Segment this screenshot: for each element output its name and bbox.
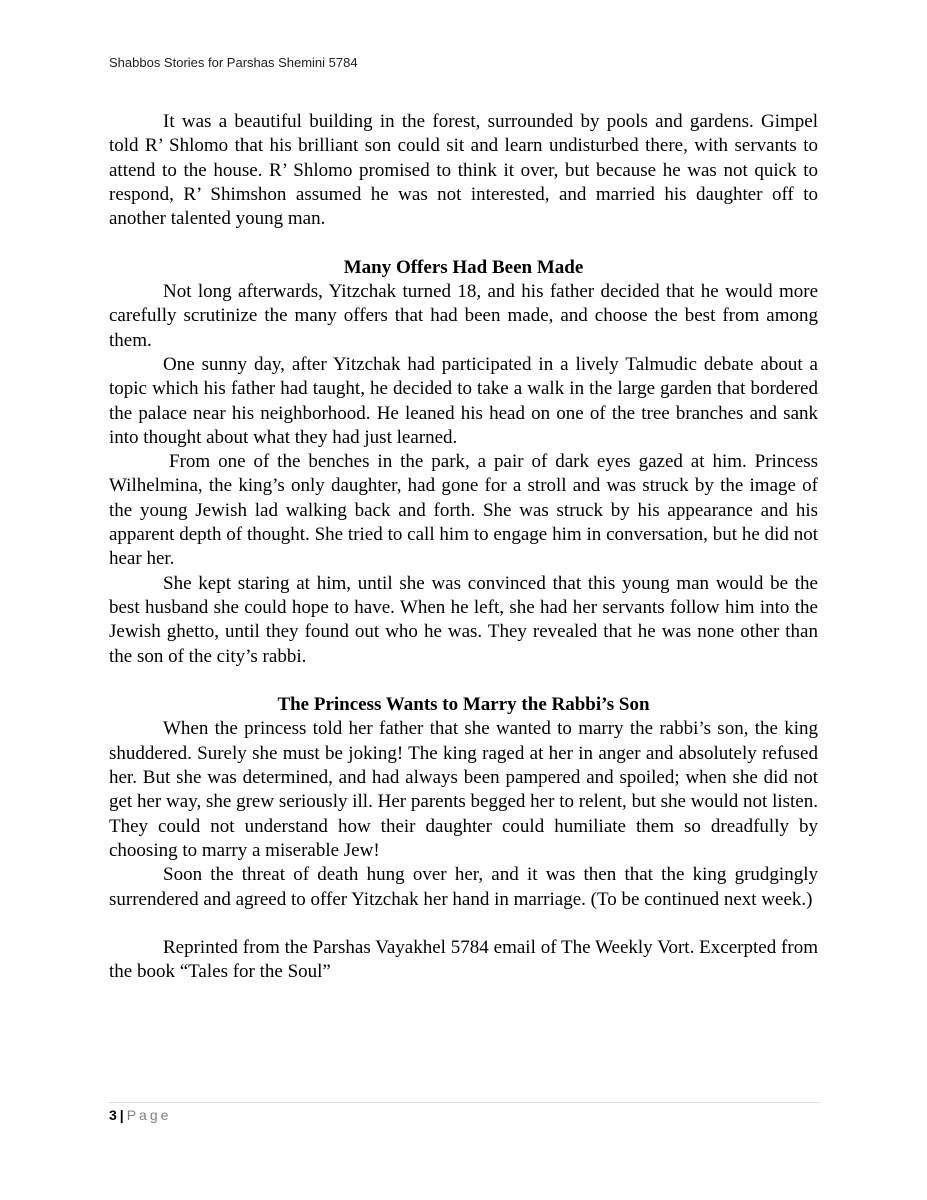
page-footer bbox=[109, 1107, 171, 1123]
section-heading: Many Offers Had Been Made bbox=[343, 256, 584, 278]
paragraph: She kept staring at him, until she was convinced that this young man would be the best husband she could hope to have. When he left, she had her servants follow him into the Jewish ghetto, until they found out who he was. They revealed that he was none other than the son of the city’s rabbi. bbox=[109, 572, 818, 667]
document-body bbox=[109, 110, 818, 985]
footer-divider bbox=[109, 1102, 820, 1103]
paragraph: It was a beautiful building in the forest, surrounded by pools and gardens. Gimpel told R’ Shlomo that his brilliant son could sit and learn undisturbed there, with servants to attend to the house. R’ Shlomo promised to think it over, but because he was not quick to respond, R’ Shimshon assumed he was not interested, and married his daughter off to another talented young man. bbox=[109, 111, 818, 230]
spacer bbox=[109, 912, 818, 936]
page-number: 3 bbox=[109, 1107, 117, 1123]
paragraph: Not long afterwards, Yitzchak turned 18, and his father decided that he would more carefully scrutinize the many offers that had been made, and choose the best from among them. bbox=[109, 281, 818, 351]
paragraph: When the princess told her father that she wanted to marry the rabbi’s son, the king shuddered. Surely she must be joking! The king raged at her in anger and absolutely refused her. But she was determined, and had always been pampered and spoiled; when she did not get her way, she grew seriously ill. Her parents begged her to relent, but she would not listen. They could not understand how their daughter could humiliate them so dreadfully by choosing to marry a miserable Jew! bbox=[109, 718, 818, 861]
source-note: Reprinted from the Parshas Vayakhel 5784 email of The Weekly Vort. Excerpted from the book “Tales for the Soul” bbox=[109, 937, 818, 983]
paragraph: Soon the threat of death hung over her, and it was then that the king grudgingly surrendered and agreed to offer Yitzchak her hand in marriage. (To be continued next week.) bbox=[109, 864, 818, 910]
page-header-title: Shabbos Stories for Parshas Shemini 5784 bbox=[109, 55, 358, 70]
spacer bbox=[109, 231, 818, 255]
section-heading: The Princess Wants to Marry the Rabbi’s Son bbox=[277, 694, 650, 716]
page-label: Page bbox=[126, 1107, 172, 1123]
spacer bbox=[109, 669, 818, 693]
footer-separator: | bbox=[119, 1107, 124, 1123]
paragraph: One sunny day, after Yitzchak had participated in a lively Talmudic debate about a topic which his father had taught, he decided to take a walk in the large garden that bordered the palace near his neighborhood. He leaned his head on one of the tree branches and sank into thought about what they had just learned. bbox=[109, 353, 818, 448]
paragraph: From one of the benches in the park, a pair of dark eyes gazed at him. Princess Wilhelmina, the king’s only daughter, had gone for a stroll and was struck by the image of the young Jewish lad walking back and forth. She was struck by his appearance and his apparent depth of thought. She tried to call him to engage him in conversation, but he did not hear her. bbox=[109, 451, 818, 570]
